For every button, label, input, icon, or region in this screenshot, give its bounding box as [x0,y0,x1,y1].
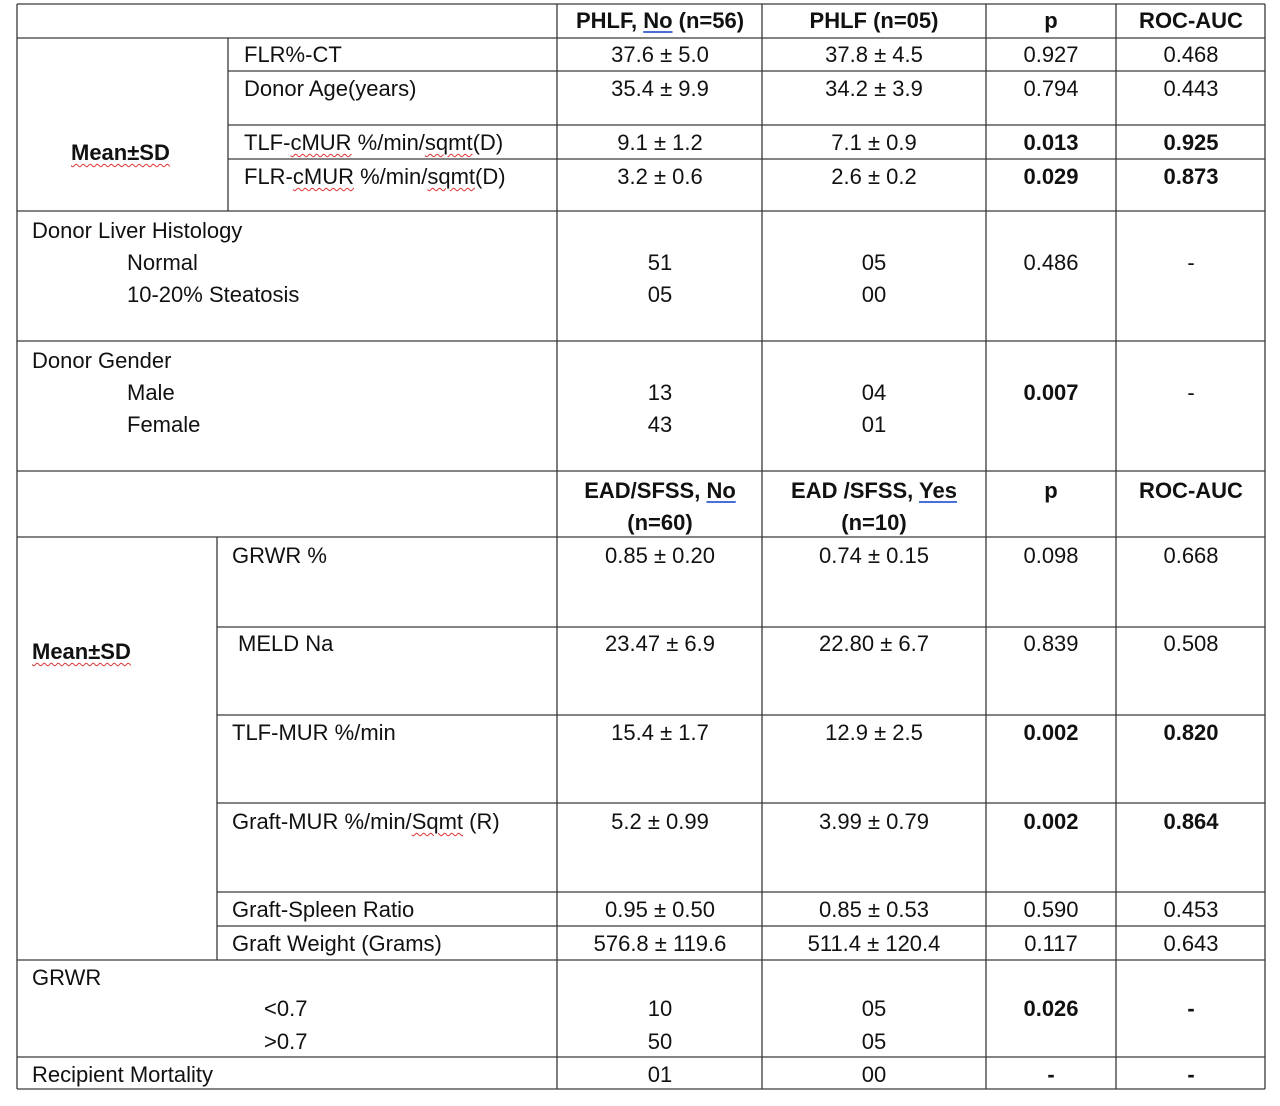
mortality-label: Recipient Mortality [32,1062,213,1087]
cell-b: 37.8 ± 4.5 [825,42,923,67]
cell-p: 0.486 [1023,250,1079,275]
cell-a: 23.47 ± 6.9 [605,631,715,656]
header-phlf-no: PHLF, No (n=56) [575,8,745,33]
cell-b: 05 [861,250,887,275]
cell-auc: - [1187,1062,1195,1087]
grwr-title: GRWR [32,965,102,990]
cell-b: 7.1 ± 0.9 [831,130,917,155]
cell-a: 576.8 ± 119.6 [593,931,727,956]
row-label: GRWR % [232,543,327,568]
cell-auc: 0.873 [1163,164,1219,189]
cell-auc: 0.820 [1163,720,1219,745]
histology-title: Donor Liver Histology [32,218,243,243]
cell-b: 05 [861,996,887,1021]
cell-auc: - [1187,996,1195,1021]
cell-a: 10 [647,996,673,1021]
cell-b: 511.4 ± 120.4 [807,931,941,956]
histology-item-label: Normal [127,250,198,275]
cell-auc: 0.925 [1163,130,1219,155]
cell-a: 15.4 ± 1.7 [611,720,709,745]
cell-b: 05 [861,1029,887,1054]
cell-b: 2.6 ± 0.2 [831,164,917,189]
mean-sd-label-2: Mean±SD [32,639,131,664]
cell-b: 3.99 ± 0.79 [819,809,929,834]
row-label: Donor Age(years) [244,76,417,101]
cell-a: 9.1 ± 1.2 [617,130,703,155]
cell-auc: - [1187,250,1195,275]
row-label: TLF-MUR %/min [232,720,396,745]
cell-auc: 0.668 [1163,543,1219,568]
cell-a: 05 [647,282,673,307]
cell-p: 0.002 [1023,809,1079,834]
cell-a: 01 [647,1062,673,1087]
cell-auc: 0.643 [1163,931,1219,956]
cell-p: 0.098 [1023,543,1079,568]
cell-p: 0.794 [1023,76,1079,101]
cell-auc: 0.453 [1163,897,1219,922]
cell-auc: - [1187,380,1195,405]
cell-auc: 0.468 [1163,42,1219,67]
cell-p: 0.029 [1023,164,1079,189]
cell-auc: 0.864 [1163,809,1219,834]
header-roc-auc: ROC-AUC [1139,8,1243,33]
mean-sd-label-1: Mean±SD [71,140,170,165]
cell-a: 50 [647,1029,673,1054]
cell-p: 0.007 [1023,380,1079,405]
cell-p: 0.590 [1023,897,1079,922]
header-ead-yes: EAD /SFSS, Yes [791,478,957,503]
cell-p: 0.839 [1023,631,1079,656]
cell-a: 13 [647,380,673,405]
cell-b: 34.2 ± 3.9 [825,76,923,101]
header-ead-no: EAD/SFSS, No [584,478,736,503]
row-label: Graft-Spleen Ratio [232,897,415,922]
row-label: FLR%-CT [244,42,342,67]
cell-b: 00 [861,282,887,307]
row-label: MELD Na [238,631,334,656]
header-ead-no-n: (n=60) [627,510,693,535]
cell-auc: 0.508 [1163,631,1219,656]
gender-item-label: Female [127,412,201,437]
cell-b: 04 [861,380,887,405]
cell-a: 35.4 ± 9.9 [611,76,709,101]
cell-a: 3.2 ± 0.6 [617,164,703,189]
row-label-graft-mur: Graft-MUR %/min/Sqmt (R) [232,809,500,834]
cell-a: 43 [647,412,673,437]
cell-p: 0.002 [1023,720,1079,745]
cell-a: 0.85 ± 0.20 [605,543,715,568]
row-label: Graft Weight (Grams) [232,931,442,956]
gender-item-label: Male [127,380,175,405]
cell-p: 0.117 [1024,931,1078,956]
cell-b: 00 [861,1062,887,1087]
cell-auc: 0.443 [1163,76,1219,101]
histology-item-label: 10-20% Steatosis [127,282,300,307]
header-p: p [1044,8,1058,33]
header-ead-yes-n: (n=10) [841,510,907,535]
cell-a: 0.95 ± 0.50 [605,897,715,922]
gender-title: Donor Gender [32,348,172,373]
cell-p: 0.026 [1023,996,1079,1021]
cell-b: 12.9 ± 2.5 [825,720,923,745]
cell-p: - [1047,1062,1055,1087]
cell-b: 01 [861,412,887,437]
cell-a: 51 [647,250,673,275]
cell-b: 0.74 ± 0.15 [819,543,929,568]
cell-p: 0.013 [1023,130,1079,155]
grwr-item-label: <0.7 [264,996,308,1021]
grwr-item-label: >0.7 [264,1029,308,1054]
header-phlf-yes: PHLF (n=05) [809,8,939,33]
cell-b: 22.80 ± 6.7 [819,631,929,656]
cell-b: 0.85 ± 0.53 [819,897,929,922]
header-p-2: p [1044,478,1058,503]
cell-a: 5.2 ± 0.99 [611,809,709,834]
cell-a: 37.6 ± 5.0 [611,42,709,67]
cell-p: 0.927 [1023,42,1079,67]
row-label-tlf-cmur: TLF-cMUR %/min/sqmt(D) [244,130,504,155]
row-label-flr-cmur: FLR-cMUR %/min/sqmt(D) [244,164,506,189]
header-roc-auc-2: ROC-AUC [1139,478,1243,503]
